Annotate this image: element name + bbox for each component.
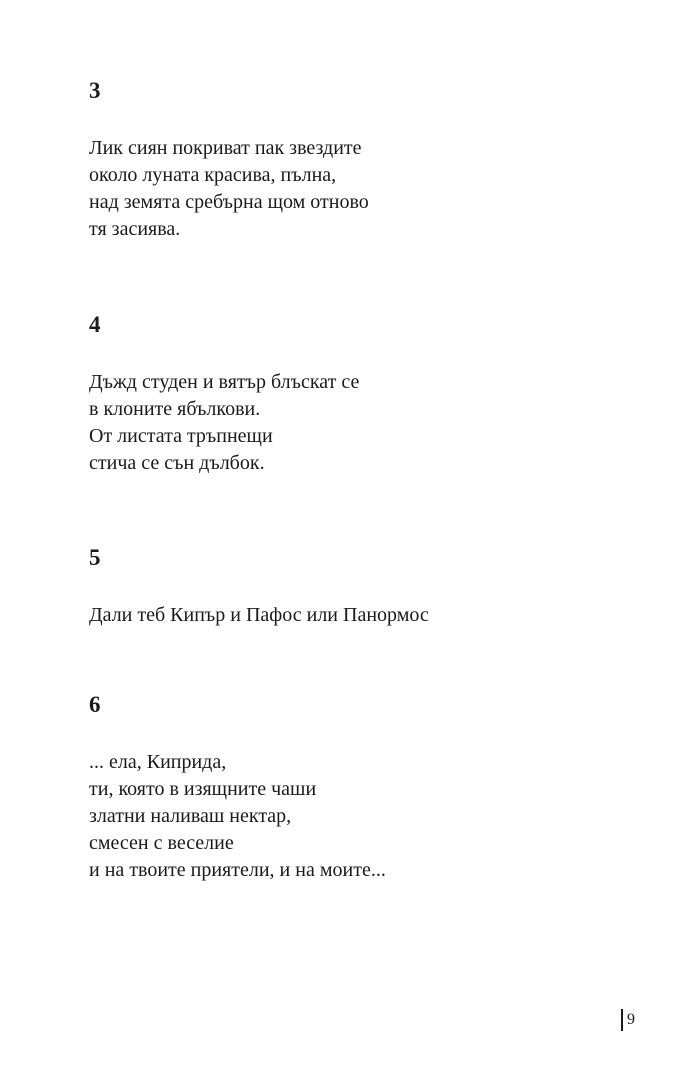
poem-line: златни наливаш нектар, xyxy=(89,805,292,827)
poem-number: 4 xyxy=(89,312,101,337)
poem-line: От листата тръпнещи xyxy=(89,425,273,447)
page-footer xyxy=(621,1007,635,1033)
poem-text xyxy=(89,135,609,243)
poem-number: 3 xyxy=(89,78,101,103)
poem-4 xyxy=(89,312,609,477)
poem-line: Дъжд студен и вятър блъскат се xyxy=(89,371,360,393)
page-divider xyxy=(621,1009,623,1031)
poem-line: тя засиява. xyxy=(89,218,181,240)
poem-3 xyxy=(89,78,609,243)
poem-6 xyxy=(89,692,609,884)
poem-line: около луната красива, пълна, xyxy=(89,164,337,186)
poem-text xyxy=(89,749,609,884)
poem-line: ти, която в изящните чаши xyxy=(89,778,317,800)
poem-text xyxy=(89,602,609,629)
poem-number: 6 xyxy=(89,692,101,717)
poem-line: смесен с веселие xyxy=(89,832,234,854)
poem-number: 5 xyxy=(89,545,101,570)
poem-text xyxy=(89,369,609,477)
poem-line: над земята сребърна щом отново xyxy=(89,191,369,213)
poem-5 xyxy=(89,545,609,629)
poem-line: Дали теб Кипър и Пафос или Панормос xyxy=(89,604,429,626)
poem-line: ... ела, Киприда, xyxy=(89,751,227,773)
poem-line: в клоните ябълкови. xyxy=(89,398,261,420)
poem-line: и на твоите приятели, и на моите... xyxy=(89,859,386,881)
page-number: 9 xyxy=(627,1011,635,1028)
poem-line: Лик сиян покриват пак звездите xyxy=(89,137,362,159)
poem-line: стича се сън дълбок. xyxy=(89,452,265,474)
